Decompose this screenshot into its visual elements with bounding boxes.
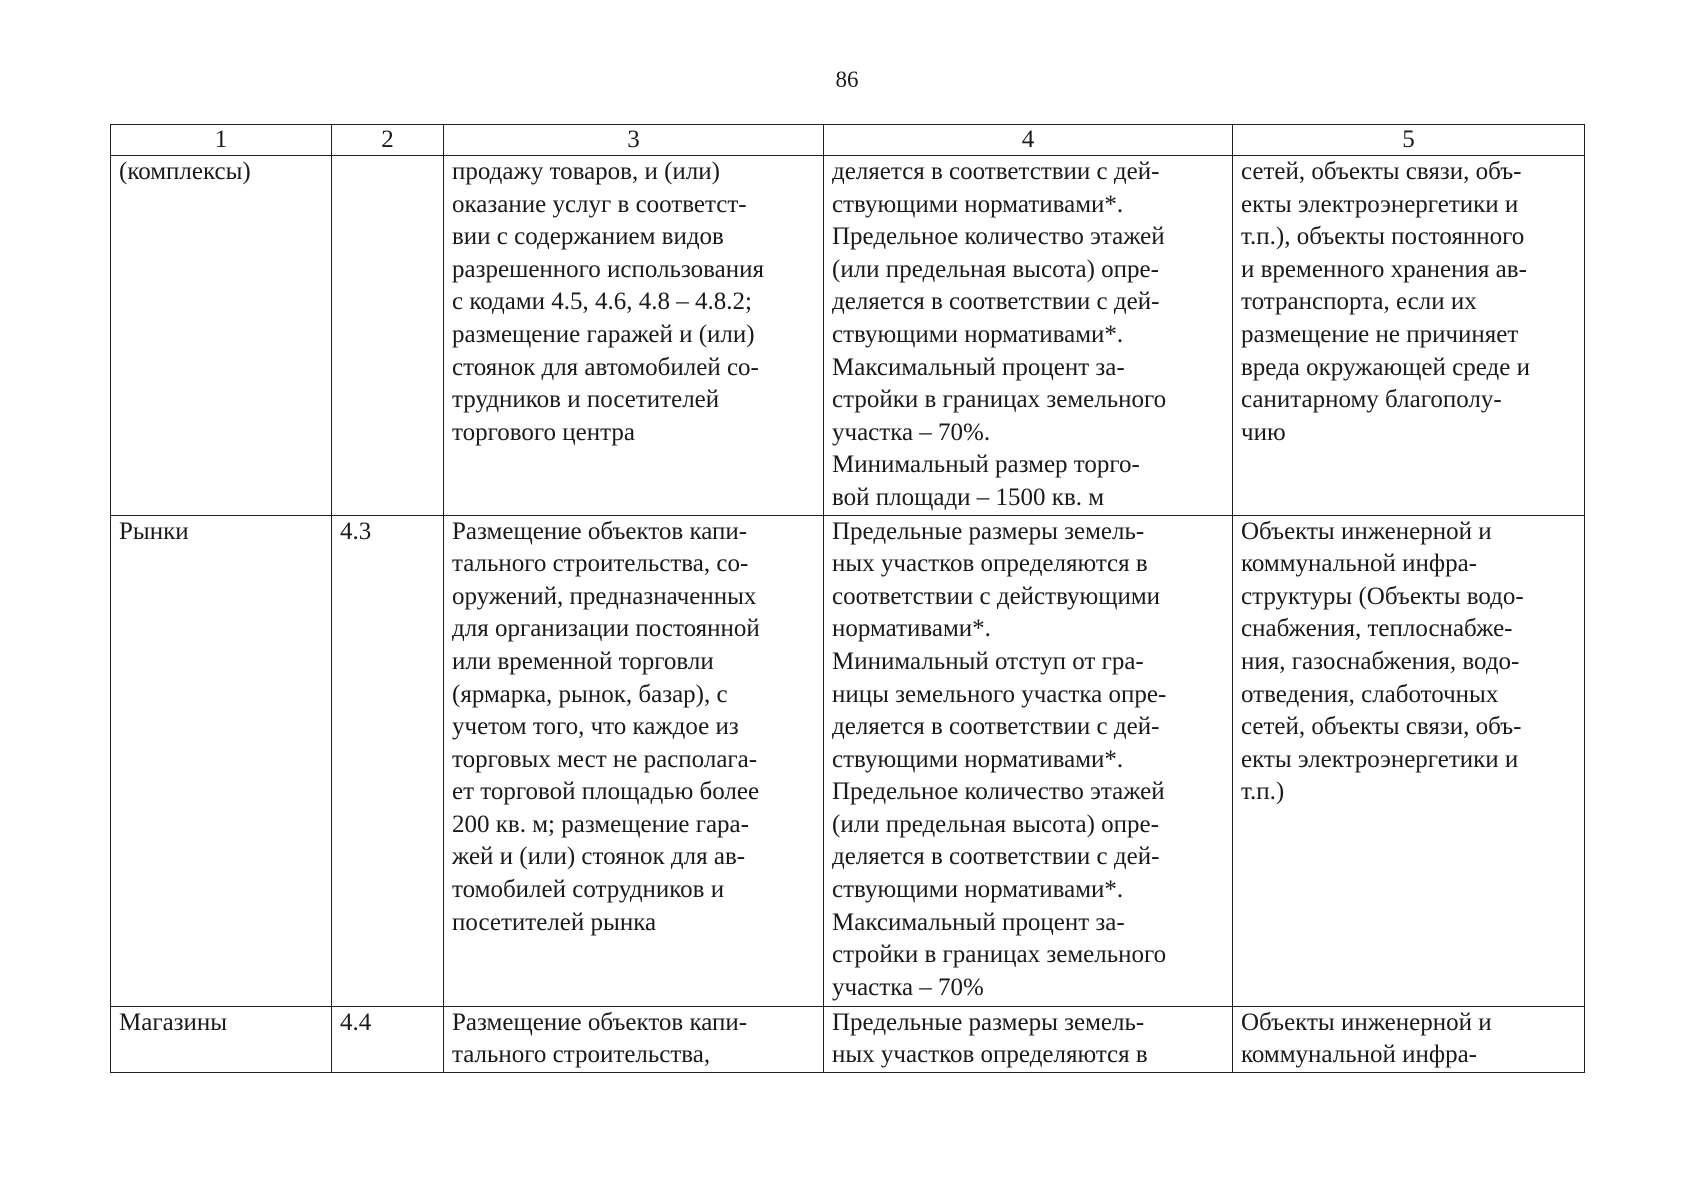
cell-text-line: тального строительства, со- — [452, 550, 749, 578]
cell-text-line: размещение не причиняет — [1241, 320, 1519, 348]
table-cell — [444, 1006, 824, 1072]
cell-text-line: 4.4 — [340, 1008, 372, 1036]
table-cell — [824, 156, 1233, 516]
table-header-row — [111, 125, 1585, 156]
cell-text-line: с кодами 4.5, 4.6, 4.8 – 4.8.2; — [452, 288, 752, 316]
cell-text-line: Объекты инженерной и — [1241, 1008, 1492, 1036]
cell-text-line: размещение гаражей и (или) — [452, 320, 755, 348]
cell-text-line: вии с содержанием видов — [452, 223, 724, 251]
cell-text-line: ствующими нормативами*. — [832, 190, 1124, 218]
table-cell — [1233, 156, 1585, 516]
cell-text-line: продажу товаров, и (или) — [452, 158, 720, 185]
cell-text-line: Размещение объектов капи- — [452, 1008, 748, 1036]
cell-text-line: ствующими нормативами*. — [832, 320, 1124, 348]
cell-text-line: Максимальный процент за- — [832, 908, 1125, 936]
cell-text-line: Рынки — [119, 517, 189, 545]
cell-text-line: стройки в границах земельного — [832, 386, 1167, 414]
column-header: 3 — [444, 125, 824, 156]
cell-text-line: снабжения, теплоснабже- — [1241, 615, 1513, 643]
table-cell — [111, 156, 332, 516]
cell-text-line: коммунальной инфра- — [1241, 550, 1477, 578]
cell-text-line: оружений, предназначенных — [452, 582, 757, 610]
cell-text-line: т.п.) — [1241, 778, 1285, 806]
cell-text-line: или временной торговли — [452, 647, 714, 675]
cell-text-line: посетителей рынка — [452, 908, 657, 936]
table-cell — [1233, 515, 1585, 1006]
table-row — [111, 1006, 1585, 1072]
cell-text-line: торговых мест не располага- — [452, 745, 758, 773]
cell-text-line: участка – 70%. — [832, 418, 991, 446]
cell-text-line: структуры (Объекты водо- — [1241, 582, 1524, 610]
cell-text-line: Максимальный процент за- — [832, 353, 1125, 381]
cell-text-line: ствующими нормативами*. — [832, 745, 1124, 773]
cell-text-line: (или предельная высота) опре- — [832, 255, 1159, 283]
cell-text-line: екты электроэнергетики и — [1241, 745, 1519, 773]
cell-text-line: ет торговой площадью более — [452, 778, 760, 806]
cell-text-line: (ярмарка, рынок, базар), с — [452, 680, 728, 708]
cell-text-line: (комплексы) — [119, 158, 251, 185]
cell-text-line: деляется в соответствии с дей- — [832, 713, 1160, 741]
land-use-table — [110, 124, 1585, 1073]
cell-text-line: тального строительства, — [452, 1041, 711, 1069]
column-header: 2 — [332, 125, 444, 156]
table-cell — [332, 1006, 444, 1072]
cell-text-line: Магазины — [119, 1008, 228, 1036]
cell-text-line: жей и (или) стоянок для ав- — [452, 843, 746, 871]
table-cell — [444, 515, 824, 1006]
cell-text-line: 4.3 — [340, 517, 372, 545]
cell-text-line: отведения, слаботочных — [1241, 680, 1499, 708]
cell-text-line: стоянок для автомобилей со- — [452, 353, 759, 381]
table-row — [111, 156, 1585, 516]
cell-text-line: торгового центра — [452, 418, 635, 446]
cell-text-line: Предельные размеры земель- — [832, 1008, 1145, 1036]
cell-text-line: Минимальный отступ от гра- — [832, 647, 1144, 675]
column-header: 4 — [824, 125, 1233, 156]
column-header: 1 — [111, 125, 332, 156]
cell-text-line: разрешенного использования — [452, 255, 765, 283]
cell-text-line: ствующими нормативами*. — [832, 876, 1124, 904]
cell-text-line: екты электроэнергетики и — [1241, 190, 1519, 218]
table-cell — [332, 515, 444, 1006]
cell-text-line: участка – 70% — [832, 973, 984, 1001]
table-cell — [1233, 1006, 1585, 1072]
cell-text-line: вой площади – 1500 кв. м — [832, 483, 1105, 511]
cell-text-line: тотранспорта, если их — [1241, 288, 1477, 316]
cell-text-line: Минимальный размер торго- — [832, 451, 1140, 479]
cell-text-line: оказание услуг в соответст- — [452, 190, 747, 218]
cell-text-line: томобилей сотрудников и — [452, 876, 725, 904]
cell-text-line: сетей, объекты связи, объ- — [1241, 713, 1522, 741]
cell-text-line: санитарному благополу- — [1241, 386, 1502, 414]
cell-text-line: стройки в границах земельного — [832, 941, 1167, 969]
cell-text-line: (или предельная высота) опре- — [832, 810, 1159, 838]
cell-text-line: нормативами*. — [832, 615, 991, 643]
table-cell — [824, 515, 1233, 1006]
table-cell — [444, 156, 824, 516]
cell-text-line: ных участков определяются в — [832, 1041, 1148, 1069]
column-header: 5 — [1233, 125, 1585, 156]
table-row — [111, 515, 1585, 1006]
cell-text-line: деляется в соответствии с дей- — [832, 158, 1160, 185]
cell-text-line: Предельное количество этажей — [832, 223, 1165, 251]
table-cell — [111, 515, 332, 1006]
cell-text-line: ния, газоснабжения, водо- — [1241, 647, 1520, 675]
cell-text-line: чию — [1241, 418, 1286, 446]
cell-text-line: ных участков определяются в — [832, 550, 1148, 578]
table-cell — [824, 1006, 1233, 1072]
cell-text-line: ницы земельного участка опре- — [832, 680, 1167, 708]
cell-text-line: трудников и посетителей — [452, 386, 720, 414]
cell-text-line: т.п.), объекты постоянного — [1241, 223, 1525, 251]
cell-text-line: деляется в соответствии с дей- — [832, 843, 1160, 871]
cell-text-line: соответствии с действующими — [832, 582, 1161, 610]
cell-text-line: вреда окружающей среде и — [1241, 353, 1530, 381]
table-cell — [111, 1006, 332, 1072]
cell-text-line: учетом того, что каждое из — [452, 713, 739, 741]
page-number: 86 — [835, 67, 859, 92]
cell-text-line: и временного хранения ав- — [1241, 255, 1527, 283]
cell-text-line: 200 кв. м; размещение гара- — [452, 810, 749, 838]
cell-text-line: деляется в соответствии с дей- — [832, 288, 1160, 316]
cell-text-line: Предельное количество этажей — [832, 778, 1165, 806]
cell-text-line: Предельные размеры земель- — [832, 517, 1145, 545]
cell-text-line: сетей, объекты связи, объ- — [1241, 158, 1522, 185]
table-cell — [332, 156, 444, 516]
cell-text-line: коммунальной инфра- — [1241, 1041, 1477, 1069]
cell-text-line: Объекты инженерной и — [1241, 517, 1492, 545]
cell-text-line: Размещение объектов капи- — [452, 517, 748, 545]
cell-text-line: для организации постоянной — [452, 615, 760, 643]
